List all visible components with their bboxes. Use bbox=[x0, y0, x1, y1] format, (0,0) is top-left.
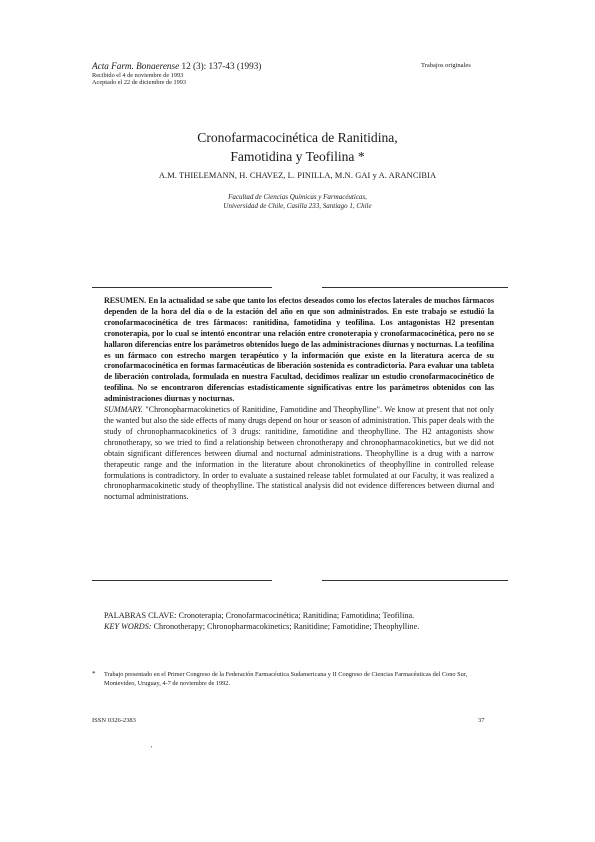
page-number: 37 bbox=[478, 717, 485, 724]
article-title bbox=[0, 128, 595, 166]
resumen-text: En la actualidad se sabe que tanto los efectos deseados como los efectos laterales de muchos fármacos dependen de la hora del día o de la estación del año en que son administrados. En este trabajo se estudió la cronofarmacocinética de tres fármacos: ranitidina, famotidina y teofilina. Los antagonistas H2 presentan cronoterapia, por lo cual se intentó encontrar una relación entre cronoterapia y cronofarmacocinética, pero no se hallaron diferencias entre los parámetros obtenidos luego de las administraciones diurnas y nocturnas. La teofilina es un fármaco con estrecho margen terapéutico y la información que existe en la literatura acerca de su cronofarmacocinética en formas farmacéuticas de liberación sostenida es contradictoria. Para evaluar una tableta de liberación controlada, formulada en nuestra Facultad, decidimos realizar un estudio cronofarmacocinético de teofilina. No se encontraron diferencias estadísticamente significativas entre los parámetros obtenidos con las administraciones diurnas y nocturnas. bbox=[104, 296, 494, 404]
rule-top-left bbox=[92, 287, 272, 288]
affiliation bbox=[0, 193, 595, 212]
summary-text: "Chronopharmacokinetics of Ranitidine, Famotidine and Theophylline". We know at present that not only the wanted but also the side effects of many drugs depend on hour or season of administration. This paper deals with the study of chronopharmacokinetics of 3 drugs: ranitidine, famotidine and theophylline. The H2 antagonists show chronotherapy, so we tried to find a relationship between chronotherapy and chronopharmacokinetics, but we did not obtain significant differences between diurnal and nocturnal administrations. Theophylline is a drug with a narrow therapeutic range and the information in the literature about chronokinetics of theophylline in controlled release formulations is contradictory. In order to evaluate a sustained release tablet formulated at our Faculty, it was realized a chronopharmacokinetic study of theophylline. The statistical analysis did not evidence differences between diurnal and nocturnal administrations. bbox=[104, 405, 494, 502]
author-list: A.M. THIELEMANN, H. CHAVEZ, L. PINILLA, M.N. GAI y A. ARANCIBIA bbox=[158, 171, 437, 180]
rule-top-right bbox=[322, 287, 508, 288]
summary-paragraph bbox=[104, 405, 494, 503]
palabras-clave bbox=[104, 610, 494, 621]
section-label: Trabajos originales bbox=[421, 62, 471, 69]
journal-citation bbox=[92, 61, 261, 71]
affiliation-line-1: Facultad de Ciencias Químicas y Farmacéuticas, bbox=[228, 193, 367, 201]
affiliation-line-2: Universidad de Chile, Casilla 233, Santiago 1, Chile bbox=[223, 202, 372, 211]
resumen-label: RESUMEN. bbox=[104, 296, 147, 305]
journal-volume-pages: 12 (3): 137-43 (1993) bbox=[179, 61, 262, 71]
rule-bottom-right bbox=[322, 580, 508, 581]
palabras-label: PALABRAS CLAVE: bbox=[104, 611, 177, 620]
abstract bbox=[104, 296, 494, 503]
keywords-label: KEY WORDS: bbox=[104, 622, 152, 632]
keywords-text: Chronotherapy; Chronopharmacokinetics; Ranitidine; Famotidine; Theophylline. bbox=[151, 622, 420, 632]
footnote-text: Trabajo presentado en el Primer Congreso de la Federación Farmacéutica Sudamericana y II Congreso de Ciencias Farmacéuticas del Cono Sur, Montevideo, Uruguay, 4-7 de noviembre de 1992. bbox=[104, 671, 468, 687]
journal-name: Acta Farm. Bonaerense bbox=[92, 61, 180, 71]
summary-label: SUMMARY. bbox=[104, 405, 143, 415]
keywords-block bbox=[104, 610, 494, 633]
key-words bbox=[104, 621, 494, 632]
issn: ISSN 0326-2383 bbox=[92, 717, 136, 724]
title-line-1: Cronofarmacocinética de Ranitidina, bbox=[197, 130, 398, 145]
footnote bbox=[92, 671, 496, 688]
footnote-mark: * bbox=[92, 670, 96, 678]
palabras-text: Cronoterapia; Cronofarmacocinética; Ranitidina; Famotidina; Teofilina. bbox=[176, 611, 415, 620]
resumen-paragraph bbox=[104, 296, 494, 405]
title-line-2: Famotidina y Teofilina * bbox=[230, 149, 365, 164]
rule-bottom-left bbox=[92, 580, 272, 581]
received-dates bbox=[92, 72, 186, 87]
stray-mark: ' bbox=[151, 745, 153, 753]
accepted-date: Aceptado el 22 de diciembre de 1993 bbox=[92, 79, 187, 87]
received-date: Recibido el 4 de noviembre de 1993 bbox=[92, 72, 184, 79]
